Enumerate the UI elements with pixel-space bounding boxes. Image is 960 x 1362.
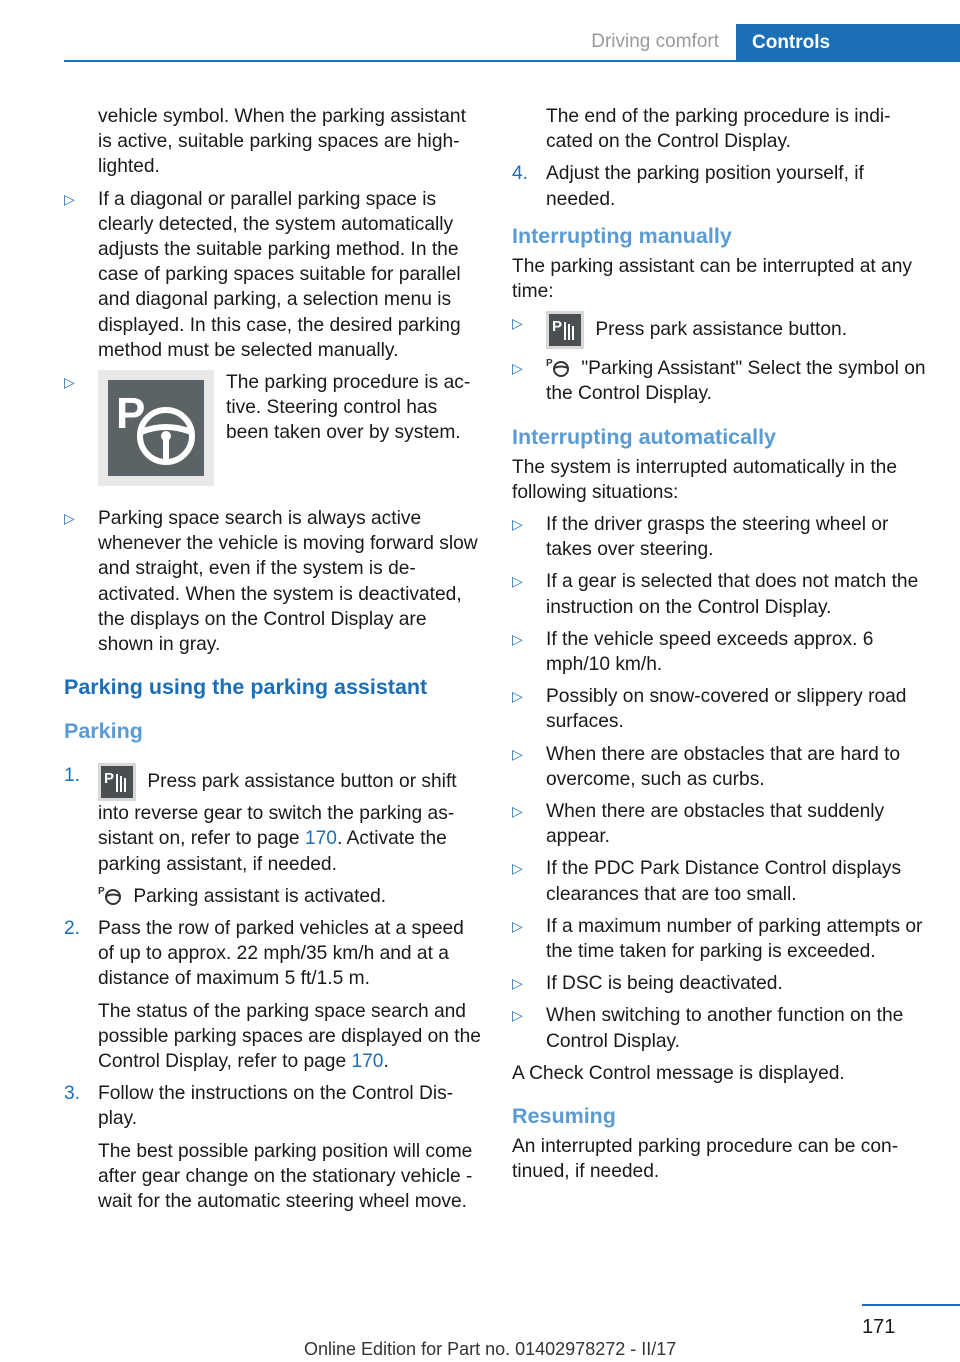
list-item: ▷ If the PDC Park Distance Control displays clearances that are too small.	[512, 856, 932, 906]
section-heading: Parking using the parking assistant	[64, 675, 428, 700]
step-item: 1. P Press park assistance button or shift into reverse gear to switch the parking as‐sistant on, refer to page 170. Activate the parking assistant, if needed. P Parking assistant is activated.	[64, 763, 484, 909]
header-tab: Controls	[736, 24, 960, 61]
list-item: ▷ Possibly on snow-covered or slippery road surfaces.	[512, 684, 932, 734]
step-number: 3.	[64, 1083, 81, 1105]
subsection-heading: Parking	[64, 719, 143, 744]
triangle-right-icon: ▷	[64, 190, 75, 207]
list-item: ▷ When switching to another function on the Control Display.	[512, 1003, 932, 1053]
park-steering-icon	[98, 370, 214, 486]
page-number: 171	[862, 1316, 896, 1338]
step-number: 4.	[512, 163, 529, 185]
park-assist-button-icon	[546, 311, 584, 349]
subsection-heading: Resuming	[512, 1104, 616, 1129]
triangle-right-icon: ▷	[512, 573, 523, 590]
page-link[interactable]: 170	[351, 1051, 384, 1073]
svg-text:P: P	[98, 885, 105, 897]
svg-text:P: P	[104, 770, 115, 788]
list-item: ▷ If DSC is being deactivated.	[512, 971, 932, 996]
triangle-right-icon: ▷	[512, 688, 523, 705]
triangle-right-icon: ▷	[512, 630, 523, 647]
page-link[interactable]: 170	[304, 828, 337, 850]
header-section: Driving comfort	[591, 31, 719, 52]
step-item: 3. Follow the instructions on the Control Dis‐play. The best possible parking position will come after gear change on the stationary vehicle - wait for the automatic steering wheel move.	[64, 1081, 484, 1214]
list-item: ▷ If a diagonal or parallel parking space is clearly detected, the system automatically adjusts the suitable parking method. In the case of parking spaces suitable for parallel and diagonal parking, a selection menu is displayed. In this case, the desired parking method must be selected manually.	[64, 187, 484, 363]
triangle-right-icon: ▷	[512, 315, 523, 332]
subsection-heading: Interrupting automatically	[512, 424, 777, 449]
triangle-right-icon: ▷	[64, 510, 75, 527]
park-assist-symbol-icon	[98, 884, 122, 906]
svg-text:P: P	[552, 318, 563, 336]
step3-end: The end of the parking procedure is indi‐cated on the Control Display.	[546, 106, 891, 153]
step-item: 2. Pass the row of parked vehicles at a speed of up to approx. 22 mph/35 km/h and at a distance of maximum 5 ft/1.5 m. The status of the parking space search and possible parking spaces are displayed on the Control Display, refer to page 170.	[64, 916, 484, 1074]
list-item: ▷ P The parking procedure is ac‐tive. Steering control has been taken over by system.	[64, 370, 484, 499]
step-number: 1.	[64, 765, 81, 787]
triangle-right-icon: ▷	[512, 1007, 523, 1024]
intro-text: vehicle symbol. When the parking assistant is active, suitable parking spaces are high‐lighted.	[98, 106, 466, 178]
footer-edition: Online Edition for Part no. 01402978272 - II/17	[304, 1339, 677, 1359]
step-item: 4. Adjust the parking position yourself, if needed.	[512, 161, 932, 211]
page-header	[64, 24, 960, 62]
list-item: ▷ If the driver grasps the steering wheel or takes over steering.	[512, 512, 932, 562]
subsection-heading: Interrupting manually	[512, 223, 732, 248]
footer-divider	[862, 1304, 960, 1306]
list-item: ▷ Parking space search is always active whenever the vehicle is moving forward slow and straight, even if the system is de‐activated. When the system is deactivated, the displays on the Control Display are shown in gray.	[64, 506, 484, 657]
left-column	[64, 104, 484, 1221]
triangle-right-icon: ▷	[512, 975, 523, 992]
park-assist-symbol-icon	[546, 356, 570, 378]
list-item: ▷ If a gear is selected that does not match the instruction on the Control Display.	[512, 569, 932, 619]
triangle-right-icon: ▷	[512, 803, 523, 820]
park-assist-button-icon	[98, 763, 136, 801]
list-item: ▷ When there are obstacles that are hard to overcome, such as curbs.	[512, 742, 932, 792]
list-item: ▷ P "Parking Assistant" Select the symbol on the Control Display.	[512, 356, 932, 406]
triangle-right-icon: ▷	[512, 860, 523, 877]
triangle-right-icon: ▷	[512, 917, 523, 934]
triangle-right-icon: ▷	[512, 745, 523, 762]
svg-text:P: P	[116, 389, 146, 439]
triangle-right-icon: ▷	[64, 374, 75, 391]
list-item: ▷ If the vehicle speed exceeds approx. 6 mph/10 km/h.	[512, 627, 932, 677]
right-column: The end of the parking procedure is indi‐cated on the Control Display. 4. Adjust the parking position yourself, if needed. Interrupting manually The parking assistant can be interrupted at any time: ▷ P Press park assistance button. ▷ P "Parking Assistant" Select the symbol on the Control Display. Interrupting automatically The system is interrupted automatically in the following situations: ▷ If the driver grasps the steering wheel or takes over steering. ▷ If a gear is selected that does not match the instruction on the Control Display. ▷ If the vehicle speed exceeds approx. 6 mph/10 km/h. ▷ Possibly on snow-covered or slippery road surfaces. ▷ When there are obstacles that are hard to overcome, such as curbs. ▷ When there are obstacles that suddenly appear. ▷ If the PDC Park Distance Control displays clearances that are too small. ▷ If a maximum number of parking attempts or the time taken for parking is exceeded. ▷ If DSC is being deactivated. ▷ When switching to another function on the Control Display. A Check Control message is displayed. Resuming An interrupted parking procedure can be con‐tinued, if needed.	[512, 104, 932, 1192]
list-item: ▷ P Press park assistance button.	[512, 311, 932, 349]
triangle-right-icon: ▷	[512, 360, 523, 377]
list-item: ▷ When there are obstacles that suddenly appear.	[512, 799, 932, 849]
step-number: 2.	[64, 918, 81, 940]
triangle-right-icon: ▷	[512, 516, 523, 533]
check-control-text: A Check Control message is displayed.	[512, 1062, 845, 1084]
list-item: ▷ If a maximum number of parking attempts or the time taken for parking is exceeded.	[512, 914, 932, 964]
svg-text:P: P	[546, 358, 553, 370]
